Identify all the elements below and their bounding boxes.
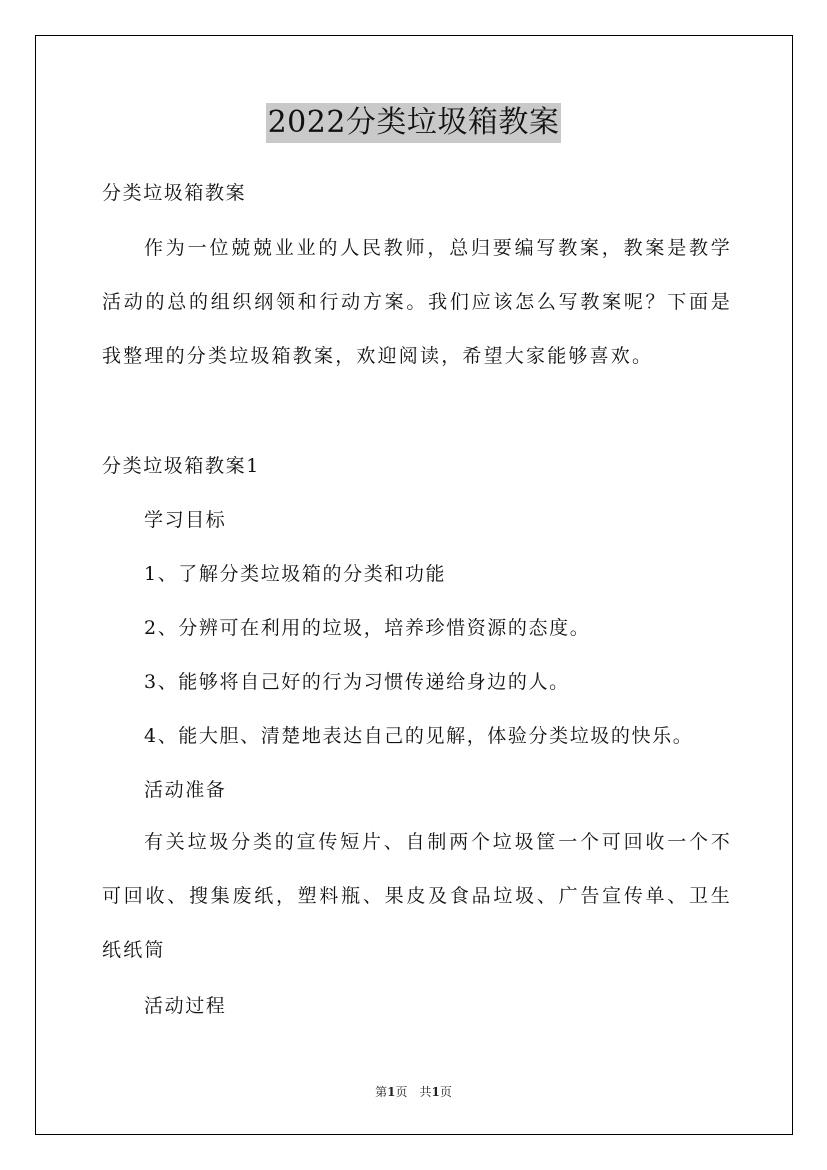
goal-item: 2、分辨可在利用的垃圾，培养珍惜资源的态度。 bbox=[144, 617, 591, 639]
process-heading: 活动过程 bbox=[144, 995, 227, 1017]
page-label-suffix: 页 bbox=[395, 1085, 408, 1099]
title-container bbox=[0, 103, 827, 143]
total-label-suffix: 页 bbox=[439, 1085, 452, 1099]
page-number: 1 bbox=[387, 1085, 396, 1099]
goal-item: 3、能够将自己好的行为习惯传递给身边的人。 bbox=[144, 671, 570, 693]
intro-paragraph: 作为一位兢兢业业的人民教师，总归要编写教案，教案是教学活动的总的组织纲领和行动方案。我们应该怎么写教案呢？下面是我整理的分类垃圾箱教案，欢迎阅读，希望大家能够喜欢。 bbox=[102, 237, 732, 367]
document-subtitle: 分类垃圾箱教案 bbox=[102, 182, 247, 204]
page-footer bbox=[0, 1084, 827, 1100]
total-pages: 1 bbox=[431, 1085, 440, 1099]
total-label-prefix: 共 bbox=[419, 1085, 432, 1099]
document-title: 2022分类垃圾箱教案 bbox=[266, 103, 562, 143]
section-heading: 分类垃圾箱教案1 bbox=[102, 455, 260, 477]
prep-heading: 活动准备 bbox=[144, 779, 227, 801]
goal-item: 1、了解分类垃圾箱的分类和功能 bbox=[144, 563, 447, 585]
goals-heading: 学习目标 bbox=[144, 509, 227, 531]
goal-item: 4、能大胆、清楚地表达自己的见解，体验分类垃圾的快乐。 bbox=[144, 725, 694, 747]
page-label-prefix: 第 bbox=[375, 1085, 388, 1099]
prep-paragraph: 有关垃圾分类的宣传短片、自制两个垃圾筐一个可回收一个不可回收、搜集废纸，塑料瓶、果皮及食品垃圾、广告宣传单、卫生纸纸筒 bbox=[102, 831, 732, 961]
